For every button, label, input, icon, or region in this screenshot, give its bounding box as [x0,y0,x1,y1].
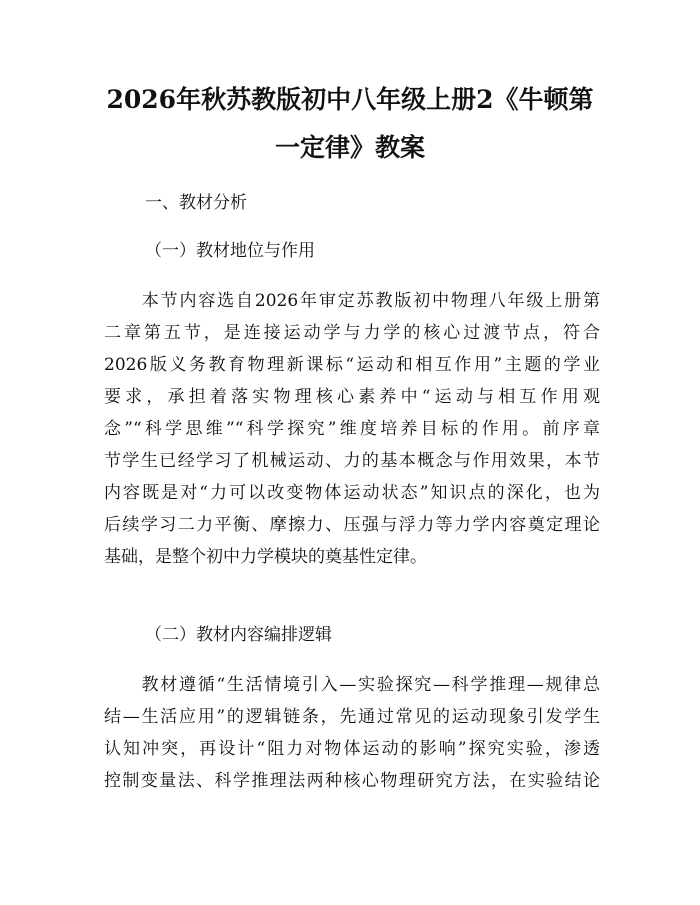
paragraph-line: 后续学习二力平衡、摩擦力、压强与浮力等力学内容奠定理论 [104,515,600,535]
paragraph-line: 控制变量法、科学推理法两种核心物理研究方法，在实验结论 [104,771,600,791]
paragraph-status-and-role [104,285,600,573]
section-heading-textbook-analysis: 一、教材分析 [145,193,247,213]
paragraph-line: 要求，承担着落实物理核心素养中“运动与相互作用观 [104,387,600,407]
paragraph-content-logic [104,669,600,797]
subsection-heading-status-and-role: （一）教材地位与作用 [145,241,315,261]
subsection-heading-content-logic: （二）教材内容编排逻辑 [145,625,332,645]
document-title-line-1: 2026年秋苏教版初中八年级上册2《牛顿第 [106,85,594,114]
paragraph-line: 本节内容选自2026年审定苏教版初中物理八年级上册第 [104,291,600,311]
document-title-line-2: 一定律》教案 [274,133,425,162]
paragraph-line: 节学生已经学习了机械运动、力的基本概念与作用效果，本节 [104,451,600,471]
paragraph-line: 2026版义务教育物理新课标“运动和相互作用”主题的学业 [104,355,600,375]
paragraph-line: 基础，是整个初中力学模块的奠基性定律。 [104,547,427,567]
paragraph-line: 念”“科学思维”“科学探究”维度培养目标的作用。前序章 [104,419,600,439]
paragraph-line: 结—生活应用”的逻辑链条，先通过常见的运动现象引发学生 [104,707,600,727]
paragraph-line: 教材遵循“生活情境引入—实验探究—科学推理—规律总 [104,675,600,695]
paragraph-line: 认知冲突，再设计“阻力对物体运动的影响”探究实验，渗透 [104,739,600,759]
paragraph-line: 内容既是对“力可以改变物体运动状态”知识点的深化，也为 [104,483,600,503]
paragraph-line: 二章第五节，是连接运动学与力学的核心过渡节点，符合 [104,323,600,343]
